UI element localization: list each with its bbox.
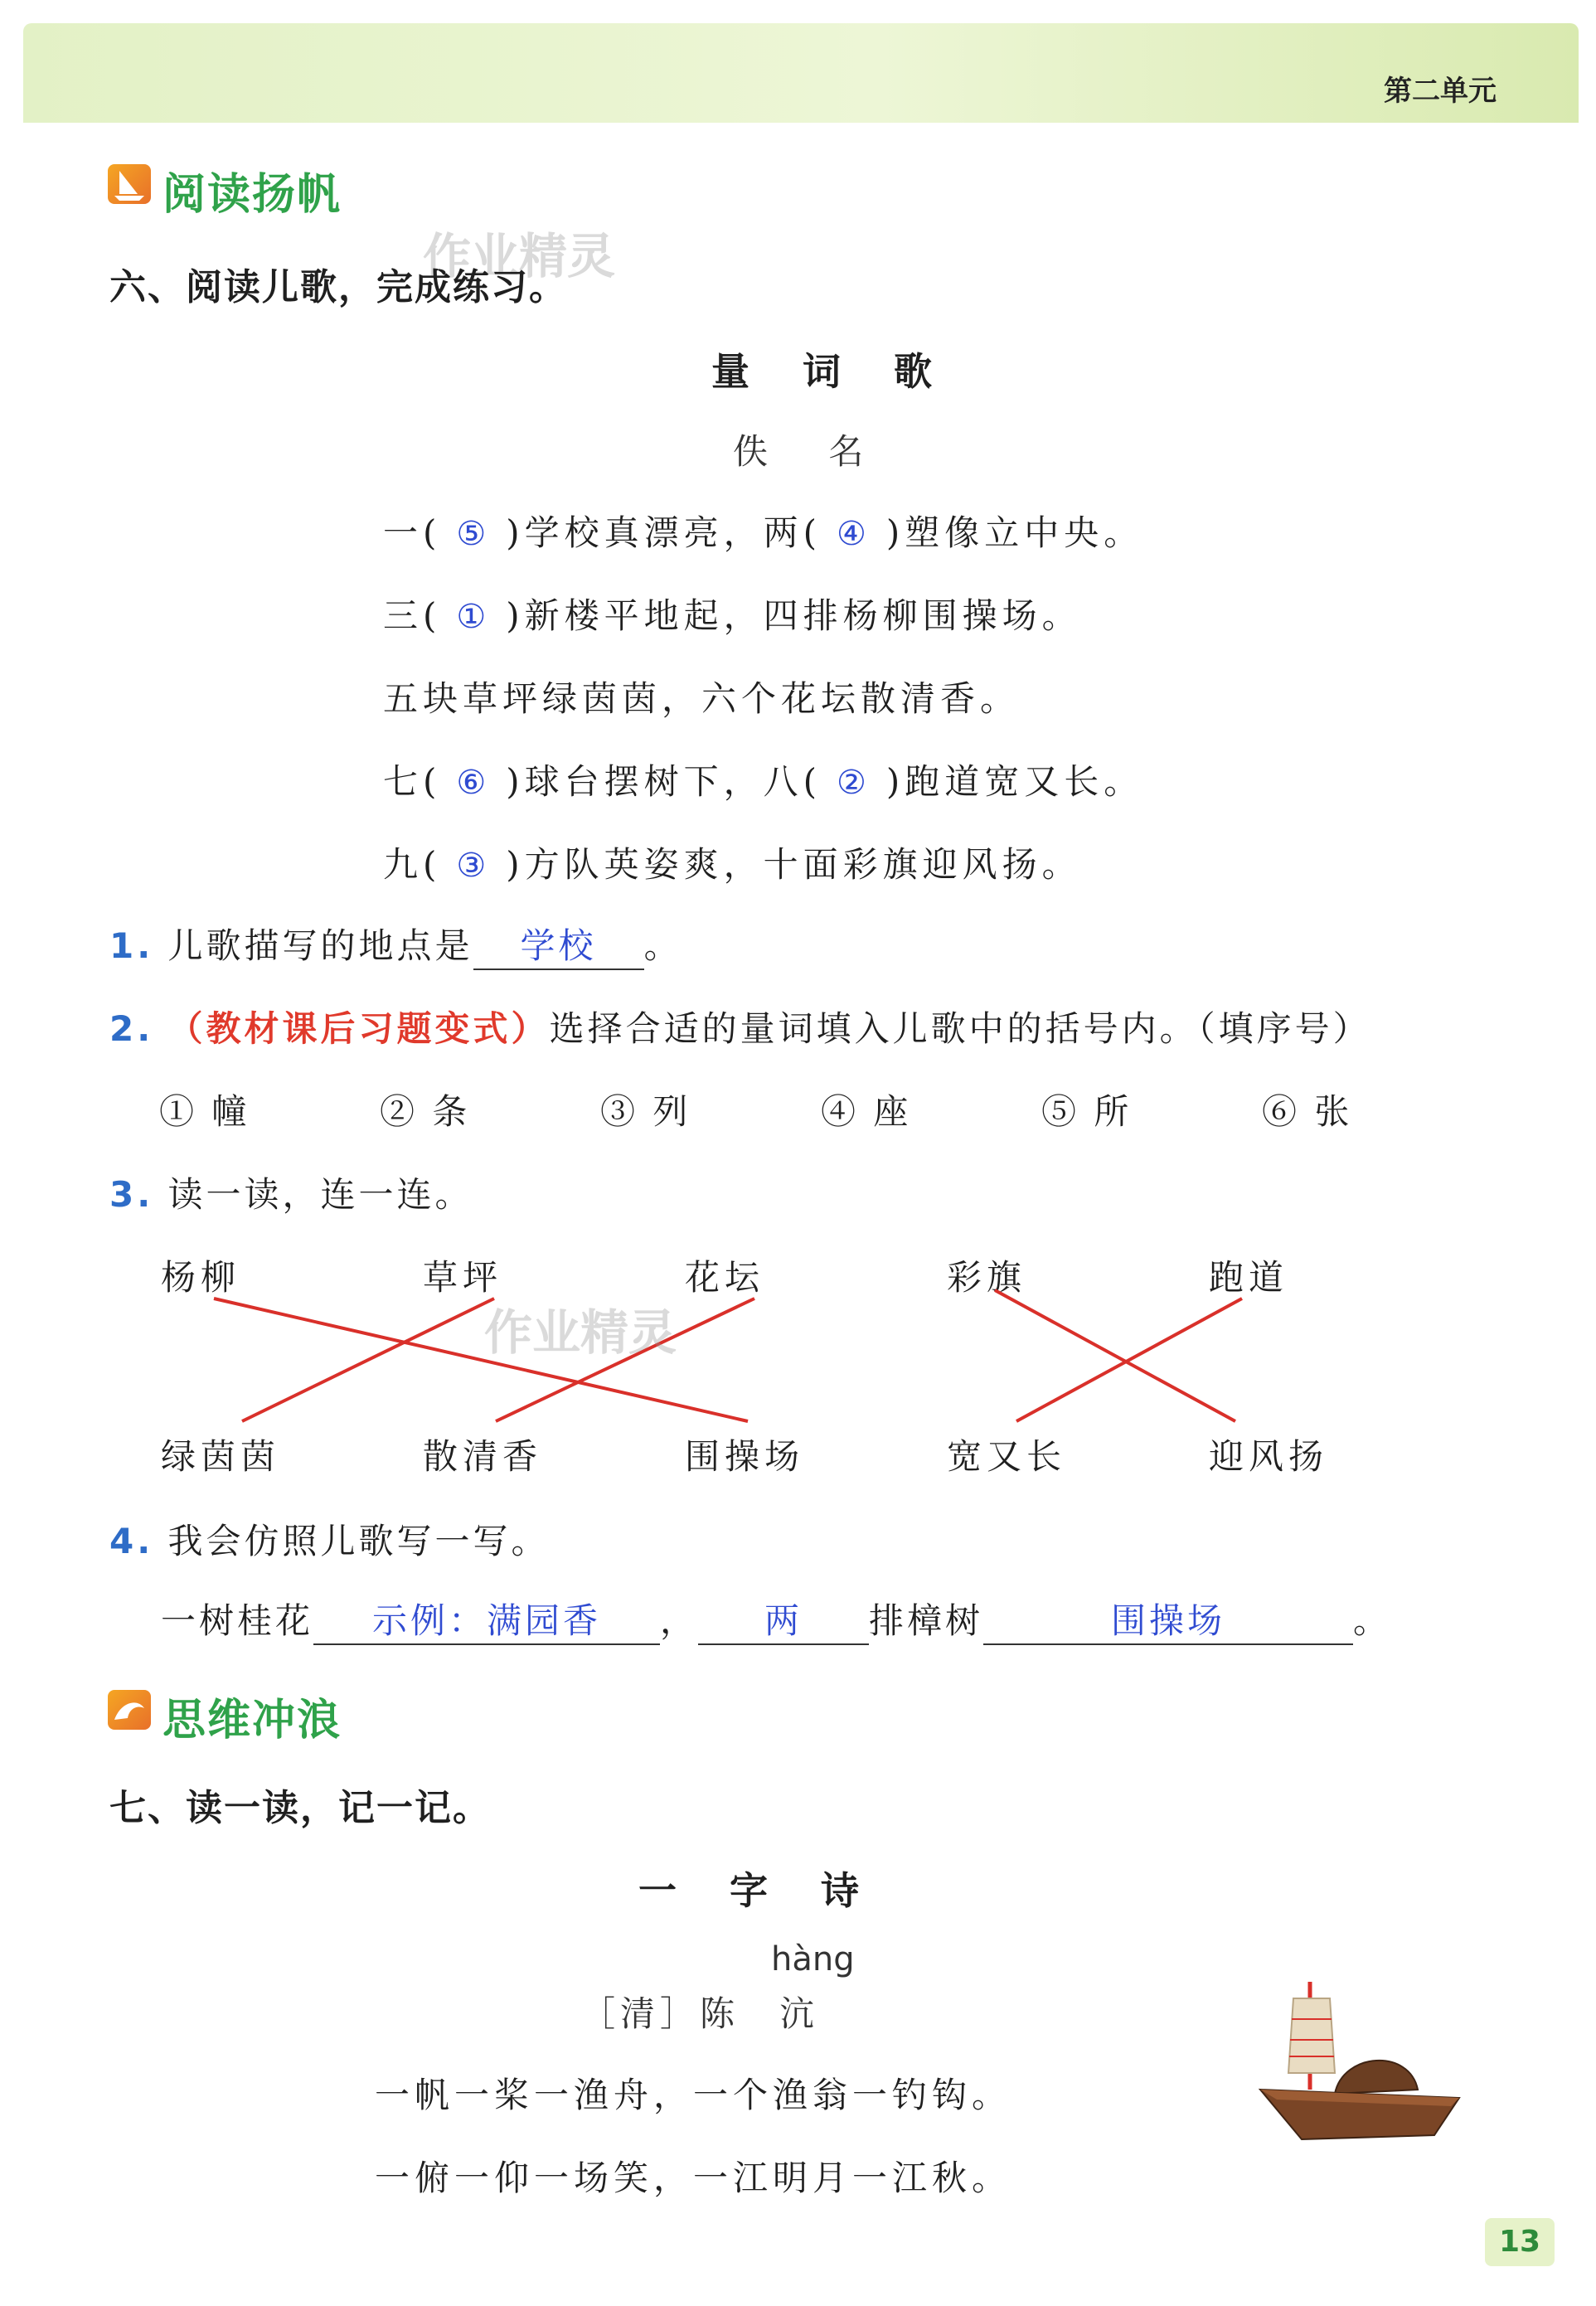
section-title-thinking: 思维冲浪: [163, 1696, 342, 1745]
answer-blank-4a[interactable]: 示例：满园香: [313, 1594, 660, 1645]
option-5: ⑤ 所: [1041, 1091, 1133, 1132]
bottom-word-1: 绿茵茵: [161, 1436, 281, 1477]
question-6-title: 六、阅读儿歌，完成练习。: [109, 266, 567, 308]
option-4: ④ 座: [821, 1091, 912, 1132]
item-4: 4. 我会仿照儿歌写一写。: [109, 1521, 550, 1561]
answer-blank-1[interactable]: 学校: [473, 919, 644, 970]
poem-line-2: 三( ① )新楼平地起，四排杨柳围操场。: [383, 595, 1082, 636]
poem-author: 佚 名: [733, 431, 889, 472]
section-title-reading: 阅读扬帆: [163, 170, 342, 220]
answer-blank-4c[interactable]: 围操场: [983, 1594, 1353, 1645]
item-2: 2. （教材课后习题变式）选择合适的量词填入儿歌中的括号内。（填序号）: [109, 1008, 1371, 1049]
top-word-3: 花坛: [685, 1257, 765, 1298]
poem-line-1: 一( ⑤ )学校真漂亮，两( ④ )塑像立中央。: [383, 512, 1144, 553]
item-4-answer-line: 一树桂花 示例：满园香 ， 两 排樟树 围操场 。: [161, 1594, 1391, 1645]
match-line-2: [242, 1299, 494, 1421]
top-word-1: 杨柳: [161, 1257, 241, 1298]
match-line-4: [995, 1290, 1235, 1421]
poem-line-4: 七( ⑥ )球台摆树下，八( ② )跑道宽又长。: [383, 761, 1144, 802]
bottom-word-4: 宽又长: [947, 1436, 1067, 1477]
unit-label: 第二单元: [1384, 75, 1497, 108]
page-number: 13: [1485, 2218, 1555, 2266]
watermark: 作业精灵: [423, 228, 616, 284]
poem2-line-2: 一俯一仰一场笑，一江明月一江秋。: [375, 2158, 1012, 2198]
top-word-5: 跑道: [1209, 1257, 1289, 1298]
poem-line-5: 九( ③ )方队英姿爽，十面彩旗迎风扬。: [383, 844, 1082, 885]
poem-title: 量 词 歌: [711, 349, 953, 394]
bottom-word-5: 迎风扬: [1209, 1436, 1329, 1477]
item-3: 3. 读一读，连一连。: [109, 1174, 473, 1215]
option-2: ② 条: [380, 1091, 471, 1132]
top-word-2: 草坪: [423, 1257, 503, 1298]
poem2-pinyin: hàng: [771, 1940, 855, 1978]
top-word-4: 彩旗: [947, 1257, 1027, 1298]
wave-icon: [108, 1690, 151, 1730]
poem2-author: ［清］陈 沆: [580, 1993, 820, 2034]
boat-illustration: [1244, 1973, 1476, 2156]
bottom-word-2: 散清香: [423, 1436, 543, 1477]
bottom-word-3: 围操场: [685, 1436, 805, 1477]
watermark-2: 作业精灵: [484, 1304, 677, 1361]
match-line-5: [1016, 1299, 1242, 1421]
option-3: ③ 列: [600, 1091, 691, 1132]
poem-line-3: 五块草坪绿茵茵，六个花坛散清香。: [383, 678, 1021, 719]
answer-blank-4b[interactable]: 两: [698, 1594, 869, 1645]
option-6: ⑥ 张: [1262, 1091, 1353, 1132]
question-7-title: 七、读一读，记一记。: [109, 1787, 491, 1829]
poem2-title: 一 字 诗: [638, 1868, 880, 1913]
poem2-line-1: 一帆一桨一渔舟，一个渔翁一钓钩。: [375, 2075, 1012, 2115]
item-1: 1. 儿歌描写的地点是 学校 。: [109, 919, 682, 970]
option-1: ① 幢: [159, 1091, 250, 1132]
